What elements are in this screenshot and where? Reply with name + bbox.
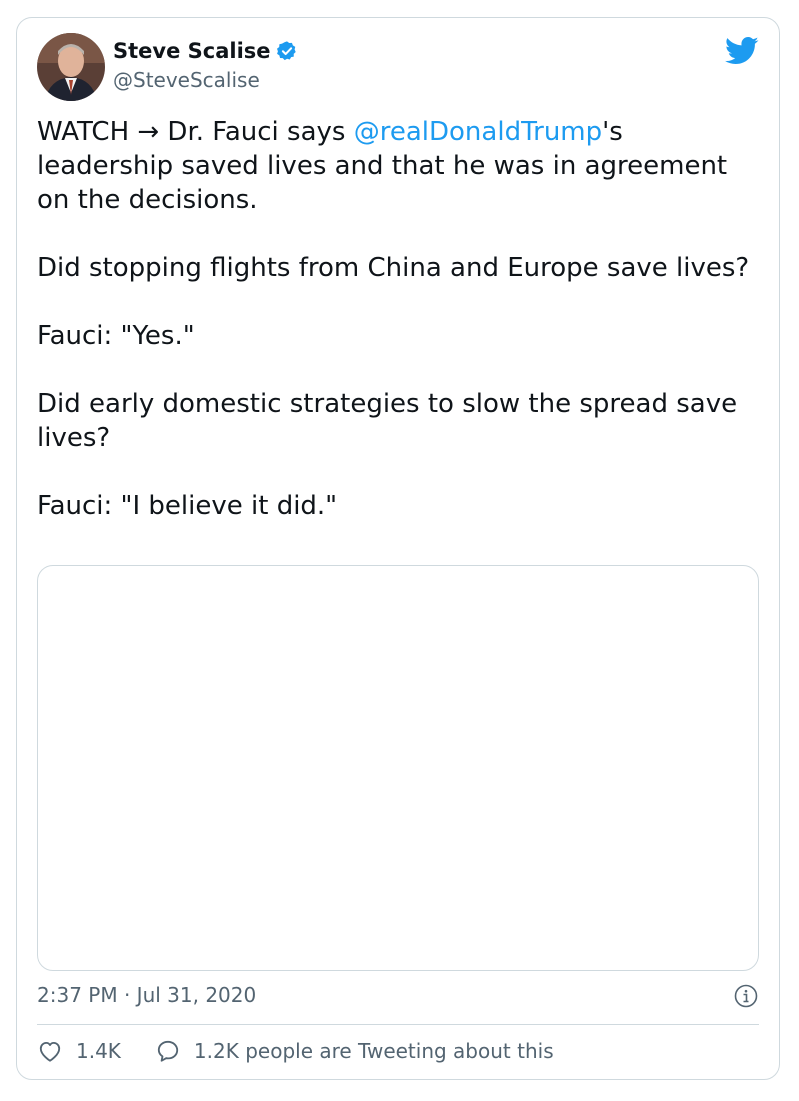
mention-link[interactable]: @realDonaldTrump: [353, 117, 603, 147]
tweet-paragraph-4: Did early domestic strategies to slow the spread save lives?: [37, 389, 738, 453]
tweet-date[interactable]: Jul 31, 2020: [136, 983, 257, 1007]
tweet-time[interactable]: 2:37 PM: [37, 983, 118, 1007]
tweeting-about-text: 1.2K people are Tweeting about this: [193, 1039, 554, 1063]
engagement-bar: [37, 1038, 554, 1064]
heart-icon: [37, 1038, 63, 1064]
tweet-paragraph-3: Fauci: "Yes.": [37, 321, 195, 351]
author-display-name[interactable]: Steve Scalise: [113, 39, 271, 63]
tweeting-about-link[interactable]: [155, 1038, 554, 1064]
verified-badge-icon: [276, 40, 298, 62]
twitter-bird-icon[interactable]: [725, 36, 759, 66]
avatar[interactable]: [37, 33, 105, 101]
tweet-paragraph-2: Did stopping flights from China and Europe save lives?: [37, 253, 750, 283]
tweet-text: [37, 115, 767, 523]
speech-bubble-icon: [155, 1038, 181, 1064]
tweet-paragraph-5: Fauci: "I believe it did.": [37, 491, 338, 521]
media-embed[interactable]: [37, 565, 759, 971]
divider: [37, 1024, 759, 1025]
author-name-row: [113, 39, 298, 63]
like-count: 1.4K: [76, 1039, 121, 1063]
like-button[interactable]: [37, 1038, 121, 1064]
avatar-photo: [37, 33, 105, 101]
info-icon[interactable]: [734, 984, 758, 1008]
author-handle[interactable]: @SteveScalise: [113, 68, 260, 92]
tweet-paragraph-1: WATCH → Dr. Fauci says @realDonaldTrump's leadership saved lives and that he was in agreement on the decisions.: [37, 117, 728, 215]
tweet-timestamp: 2:37 PM · Jul 31, 2020: [37, 983, 257, 1007]
